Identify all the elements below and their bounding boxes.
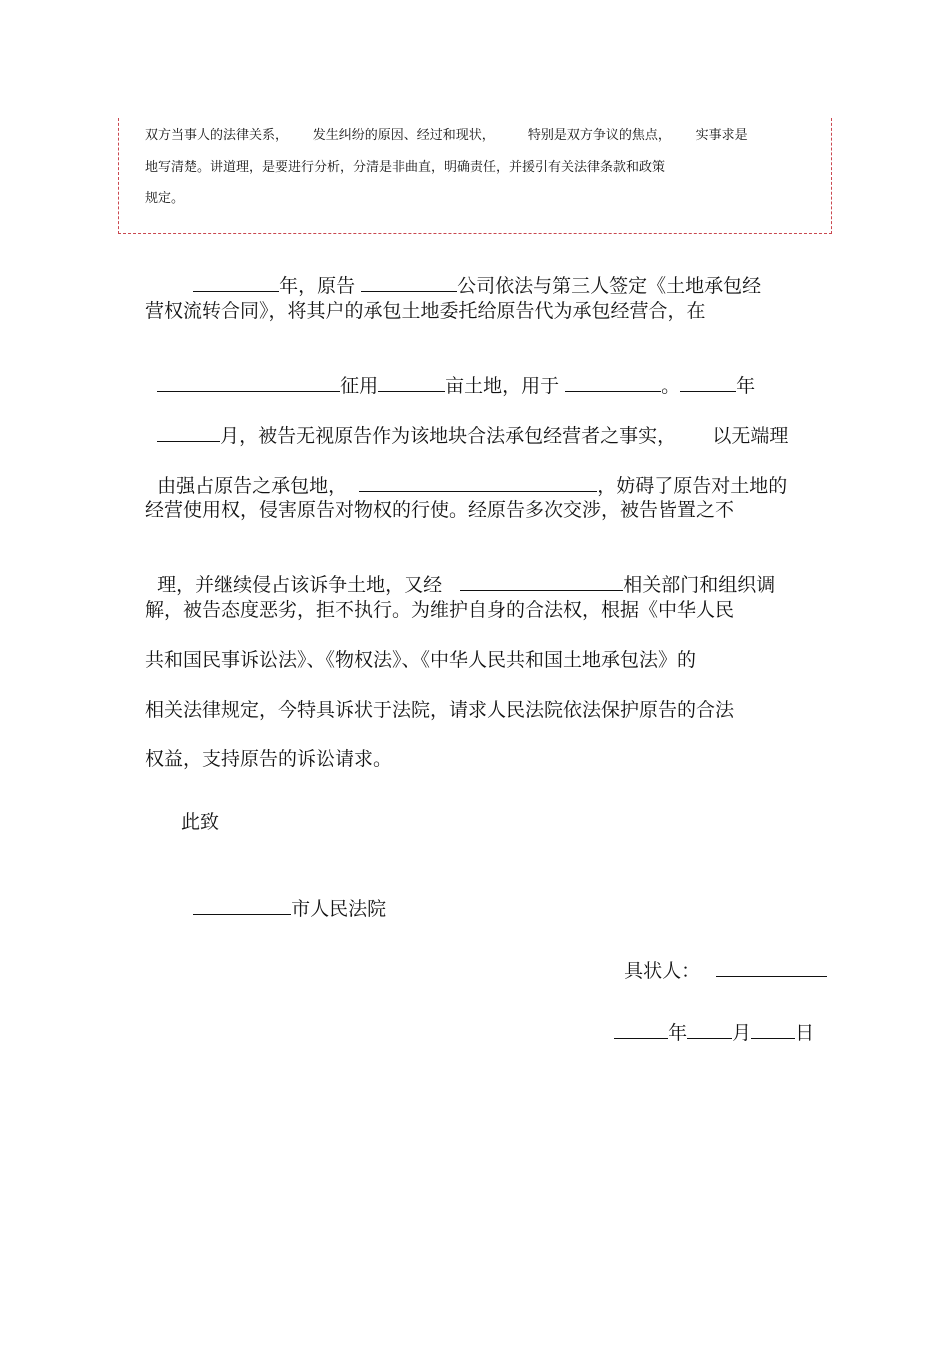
year-blank[interactable] <box>193 273 279 292</box>
date-day-blank[interactable] <box>751 1020 795 1039</box>
company-blank[interactable] <box>361 273 457 292</box>
note-line-2: 地写清楚。讲道理，是要进行分析，分清是非曲直，明确责任，并援引有关法律条款和政策 <box>145 160 666 175</box>
date-month-blank[interactable] <box>687 1020 732 1039</box>
body-line-4: 月，被告无视原告作为该地块合法承包经营者之事实， 以无端理 <box>145 399 788 448</box>
area-blank[interactable] <box>378 373 445 392</box>
court-line: 市人民法院 <box>181 872 386 921</box>
date-line: 年 月 日 <box>602 996 814 1045</box>
body-line-10: 相关法律规定，今特具诉状于法院，请求人民法院依法保护原告的合法 <box>145 699 735 721</box>
location-blank[interactable] <box>157 373 340 392</box>
body-line-8: 解，被告态度恶劣，拒不执行。为维护自身的合法权，根据《中华人民 <box>145 599 735 621</box>
note-line-3: 规定。 <box>145 191 185 206</box>
body-line-2: 营权流转合同》，将其户的承包土地委托给原告代为承包经营合，在 <box>145 300 706 322</box>
city-blank[interactable] <box>193 896 291 915</box>
month-blank[interactable] <box>157 423 220 442</box>
body-line-3: 征用 亩土地，用于 。 年 <box>145 349 755 398</box>
body-line-6: 经营使用权，侵害原告对物权的行使。经原告多次交涉，被告皆置之不 <box>145 499 735 521</box>
salutation: 此致 <box>181 811 220 833</box>
body-line-9: 共和国民事诉讼法》、《物权法》、《中华人民共和国土地承包法》的 <box>145 649 697 671</box>
mediator-blank[interactable] <box>460 572 623 591</box>
action-blank[interactable] <box>359 473 597 492</box>
purpose-blank[interactable] <box>565 373 661 392</box>
year2-blank[interactable] <box>680 373 736 392</box>
signer-blank[interactable] <box>716 958 827 977</box>
body-line-1: 年，原告 公司依法与第三人签定《土地承包经 <box>181 249 761 298</box>
body-line-11: 权益，支持原告的诉讼请求。 <box>145 748 393 770</box>
signer-line: 具状人： <box>612 934 827 983</box>
note-line-1: 双方当事人的法律关系， 发生纠纷的原因、经过和现状， 特别是双方争议的焦点， 实事求是 <box>145 128 748 143</box>
body-line-5: 由强占原告之承包地， ，妨碍了原告对土地的 <box>157 475 788 497</box>
body-line-7: 理，并继续侵占该诉争土地，又经 相关部门和组织调 <box>157 574 776 596</box>
date-year-blank[interactable] <box>614 1020 668 1039</box>
